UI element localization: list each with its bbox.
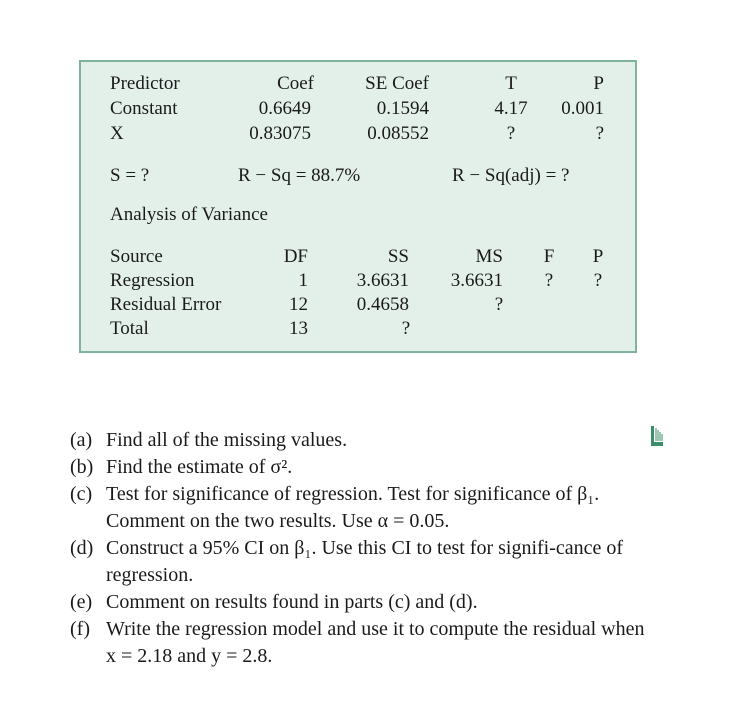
anova-source: Regression: [110, 270, 195, 291]
question-text: Test for significance of regression. Test for significance of β₁. Comment on the two results. Use α = 0.05.: [106, 483, 600, 532]
question-item: [70, 481, 650, 535]
anova-source: Total: [110, 318, 149, 339]
p-value: 0.001: [561, 98, 604, 119]
anova-df: 13: [289, 318, 308, 339]
book-icon[interactable]: [650, 425, 664, 447]
anova-header-source: Source: [110, 246, 163, 267]
question-text: Find the estimate of σ².: [106, 456, 293, 478]
question-item: [70, 589, 650, 616]
se-coef-value: 0.08552: [367, 123, 429, 144]
predictor-name: X: [110, 123, 124, 144]
anova-header-f: F: [543, 246, 555, 267]
col-header-coef: Coef: [277, 73, 314, 94]
se-coef-value: 0.1594: [376, 98, 429, 119]
question-text: Construct a 95% CI on β₁. Use this CI to test for signifi-cance of regression.: [106, 537, 624, 586]
r-squared-adj: R − Sq(adj) = ?: [452, 165, 570, 186]
col-header-t: T: [505, 73, 517, 94]
predictor-name: Constant: [110, 98, 178, 119]
anova-source: Residual Error: [110, 294, 222, 315]
question-item: [70, 427, 650, 454]
col-header-predictor: Predictor: [110, 73, 180, 94]
coef-value: 0.6649: [258, 98, 311, 119]
question-label: (a): [70, 429, 93, 451]
r-squared: R − Sq = 88.7%: [238, 165, 361, 186]
anova-ss: 0.4658: [356, 294, 409, 315]
anova-title: Analysis of Variance: [110, 204, 268, 225]
exercise-questions: [70, 427, 650, 670]
question-text: Write the regression model and use it to compute the residual when x = 2.18 and y = 2.8.: [106, 618, 645, 667]
anova-header-ms: MS: [475, 246, 503, 267]
anova-ss: 3.6631: [356, 270, 409, 291]
question-item: [70, 454, 650, 481]
col-header-p: P: [593, 73, 604, 94]
question-item: [70, 535, 650, 589]
question-label: (c): [70, 483, 93, 505]
col-header-se-coef: SE Coef: [365, 73, 429, 94]
anova-ms: ?: [494, 294, 504, 315]
question-item: [70, 616, 650, 670]
t-value: ?: [506, 123, 516, 144]
question-text: Find all of the missing values.: [106, 429, 348, 451]
anova-p: ?: [593, 270, 603, 291]
s-statistic: S = ?: [110, 165, 150, 186]
anova-header-df: DF: [283, 246, 308, 267]
anova-f: ?: [544, 270, 554, 291]
anova-header-p: P: [592, 246, 604, 267]
anova-df: 1: [298, 270, 308, 291]
minitab-output-panel: [79, 60, 637, 353]
anova-header-ss: SS: [387, 246, 409, 267]
coef-value: 0.83075: [249, 123, 311, 144]
question-label: (b): [70, 456, 94, 478]
p-value: ?: [595, 123, 604, 144]
question-label: (e): [70, 591, 93, 613]
anova-ms: 3.6631: [450, 270, 503, 291]
question-label: (f): [70, 618, 90, 640]
anova-df: 12: [289, 294, 308, 315]
question-text: Comment on results found in parts (c) and (d).: [106, 591, 478, 613]
t-value: 4.17: [494, 98, 528, 119]
anova-ss: ?: [401, 318, 411, 339]
question-label: (d): [70, 537, 94, 559]
